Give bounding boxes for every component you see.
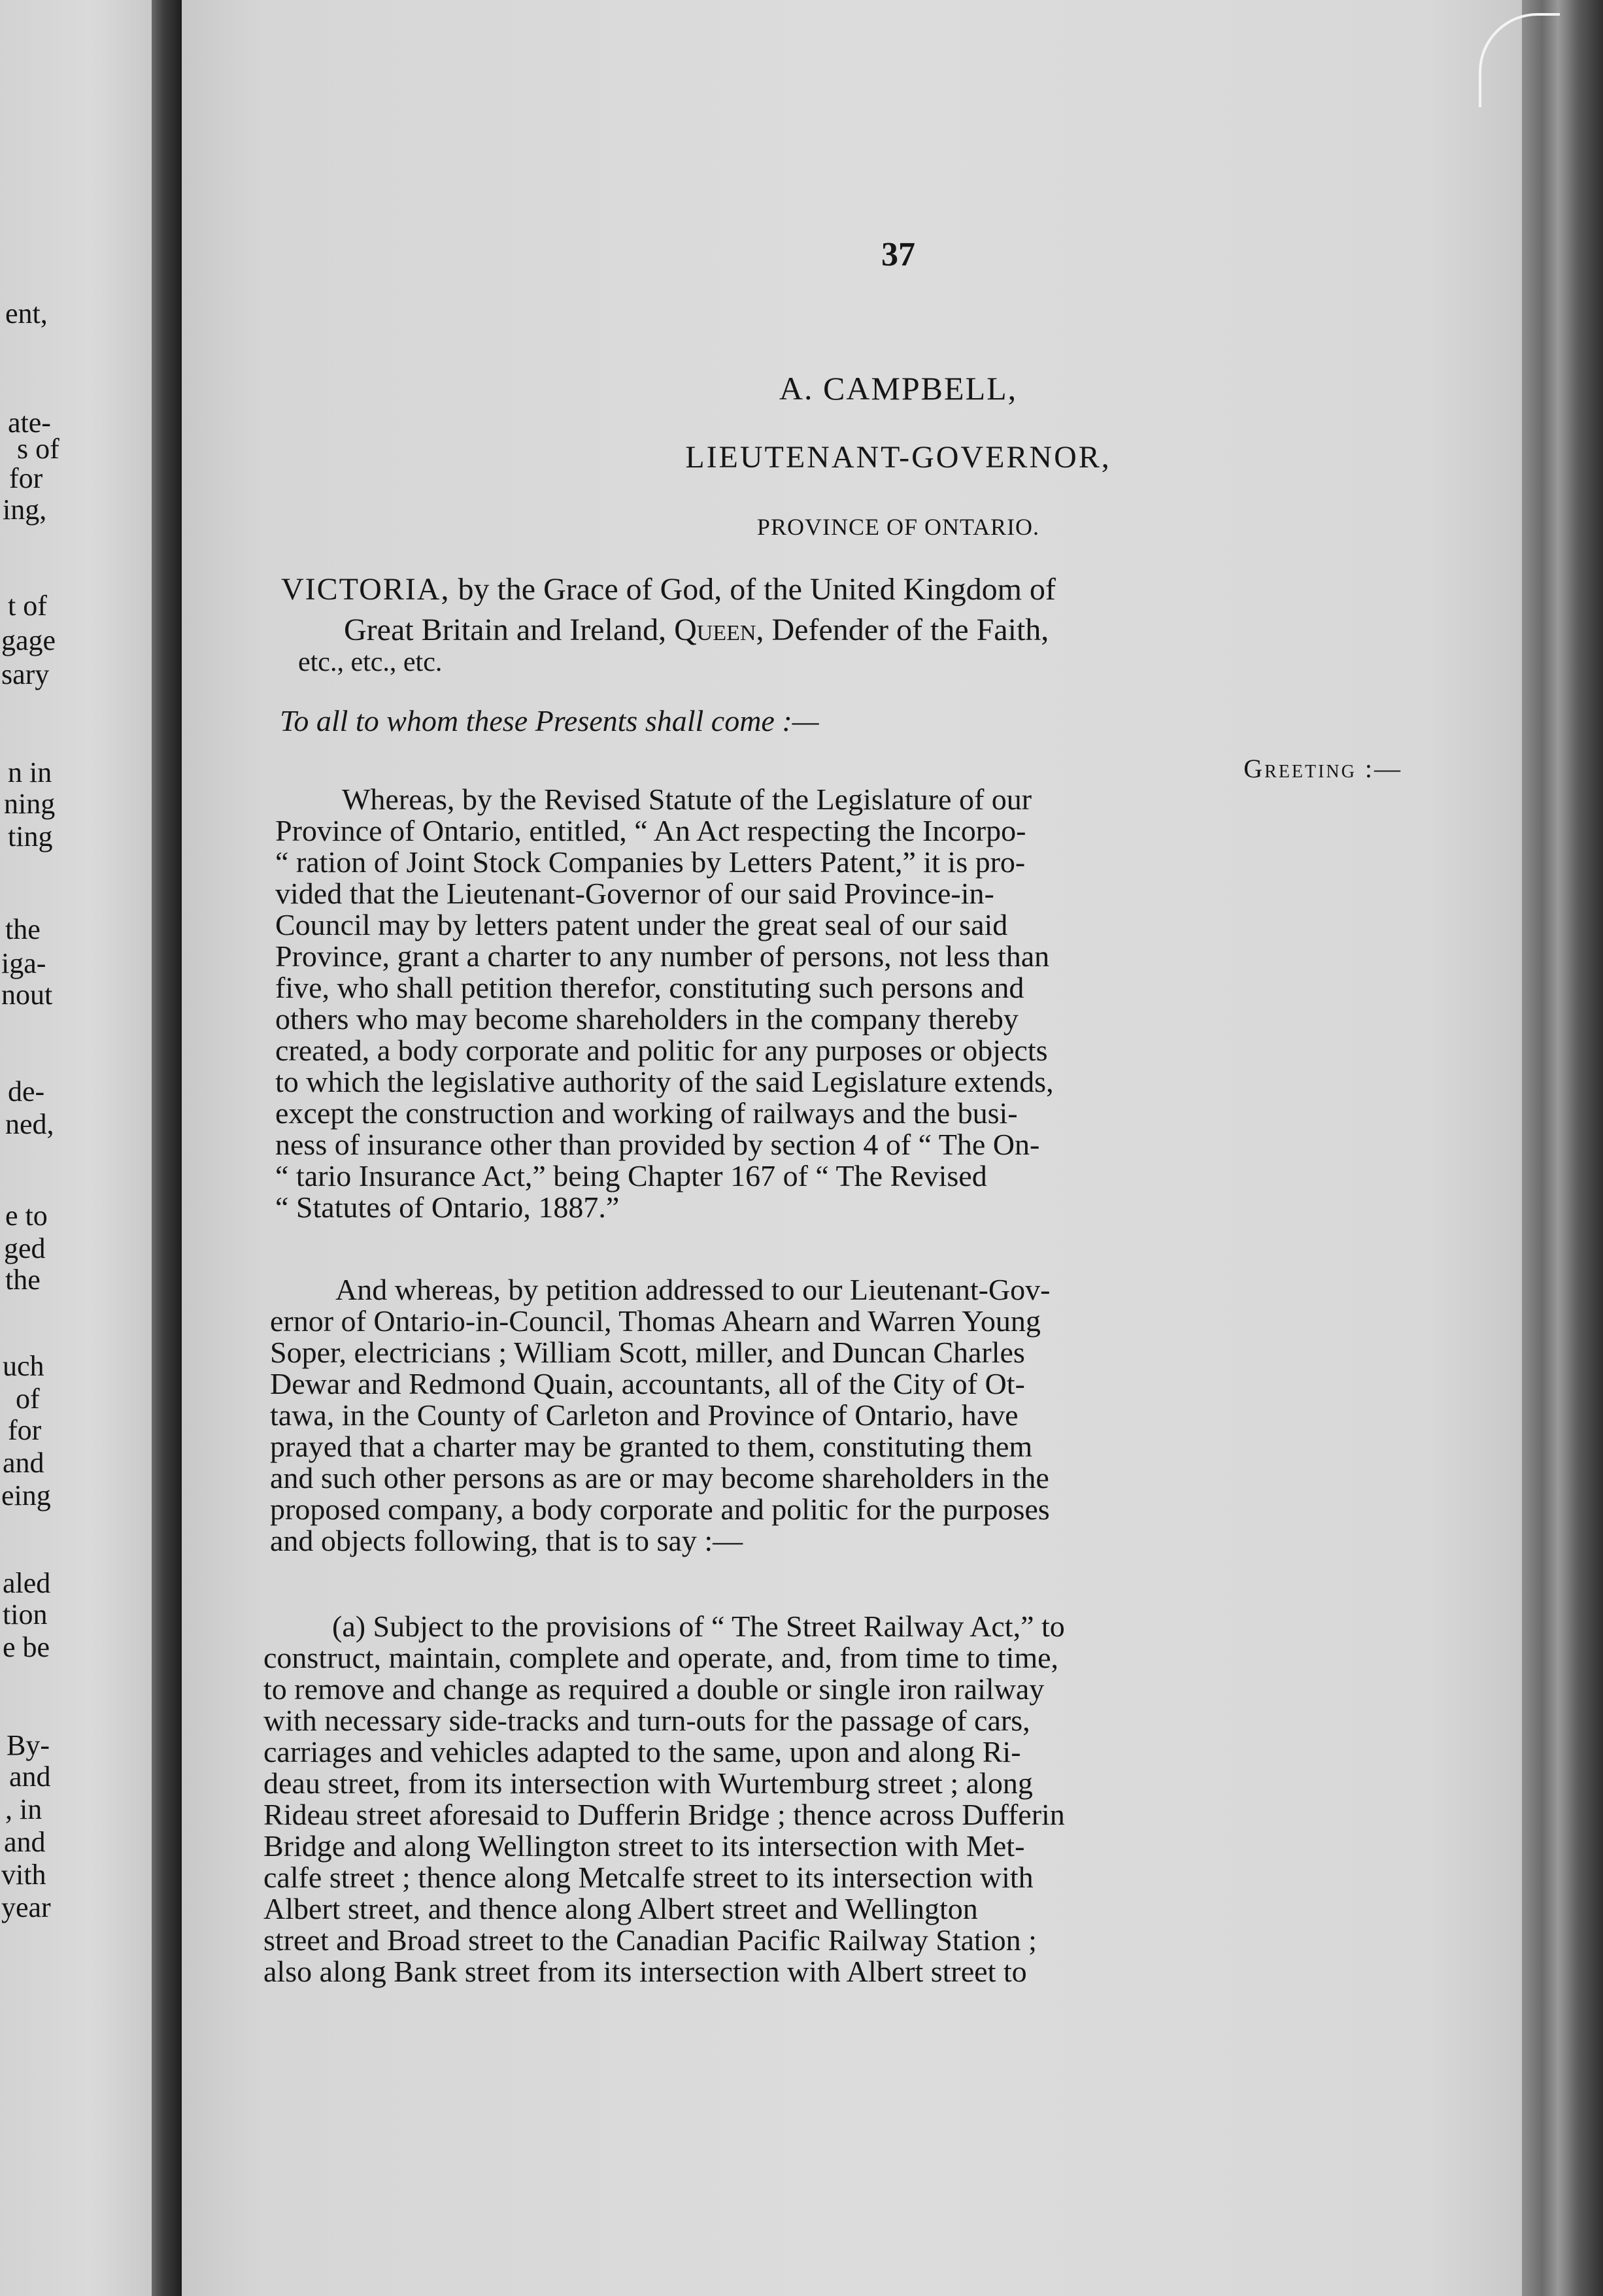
facing-page-line: aled	[3, 1567, 51, 1599]
paragraph-line: to remove and change as required a double or single iron railway	[263, 1672, 1045, 1706]
facing-page-line: and	[4, 1826, 46, 1858]
facing-page-line: n in	[8, 756, 52, 788]
paragraph-line: tawa, in the County of Carleton and Province of Ontario, have	[270, 1398, 1019, 1432]
paragraph-line: also along Bank street from its intersection with Albert street to	[263, 1955, 1027, 1988]
facing-page-line: e to	[5, 1200, 48, 1232]
facing-page-line: nout	[1, 979, 53, 1011]
paragraph-line: Whereas, by the Revised Statute of the Legislature of our	[342, 783, 1032, 816]
facing-page-line: and	[9, 1761, 51, 1793]
document-page	[182, 0, 1536, 2296]
paragraph-line: Rideau street aforesaid to Dufferin Bridge ; thence across Dufferin	[263, 1798, 1065, 1831]
paragraph-line: calfe street ; thence along Metcalfe street to its intersection with	[263, 1861, 1034, 1894]
victoria-word: VICTORIA,	[281, 572, 450, 607]
facing-page-line: By-	[7, 1729, 50, 1761]
facing-page-line: , in	[5, 1793, 42, 1825]
facing-page-line: ent,	[5, 297, 48, 329]
address-line: To all to whom these Presents shall come :—	[280, 704, 819, 737]
paragraph-line: with necessary side-tracks and turn-outs for the passage of cars,	[263, 1704, 1030, 1737]
preamble-text: , Defender of the Faith,	[756, 613, 1049, 647]
paragraph-line: Bridge and along Wellington street to its intersection with Met-	[263, 1829, 1025, 1863]
paragraph-line: Province, grant a charter to any number of persons, not less than	[275, 939, 1050, 973]
facing-page-line: s of	[17, 433, 59, 465]
facing-page-line: vith	[1, 1859, 46, 1891]
preamble-text: by the Grace of God, of the United Kingdom of	[450, 572, 1056, 607]
facing-page-line: de-	[8, 1075, 45, 1107]
paragraph-line: “ ration of Joint Stock Companies by Letters Patent,” it is pro-	[275, 845, 1026, 879]
facing-page-line: gage	[1, 624, 56, 656]
paragraph-line: others who may become shareholders in the company thereby	[275, 1002, 1019, 1036]
queen-word: Queen	[674, 613, 756, 647]
paragraph-line: street and Broad street to the Canadian Pacific Railway Station ;	[263, 1923, 1037, 1957]
facing-page-line: year	[1, 1891, 51, 1923]
paragraph-line: And whereas, by petition addressed to our Lieutenant-Gov-	[335, 1273, 1051, 1306]
province-heading: PROVINCE OF ONTARIO.	[756, 514, 1040, 540]
paragraph-line: prayed that a charter may be granted to them, constituting them	[270, 1430, 1033, 1463]
paragraph-line: five, who shall petition therefor, constituting such persons and	[275, 971, 1024, 1004]
paragraph-line: and such other persons as are or may become shareholders in the	[270, 1461, 1049, 1494]
paragraph-line: Soper, electricians ; William Scott, miller, and Duncan Charles	[270, 1336, 1025, 1369]
facing-page-line: for	[9, 462, 43, 494]
facing-page-line: e be	[3, 1631, 50, 1663]
paragraph-line: created, a body corporate and politic for any purposes or objects	[275, 1034, 1048, 1067]
facing-page-line: and	[3, 1447, 44, 1479]
paragraph-line: Albert street, and thence along Albert street and Wellington	[263, 1892, 978, 1925]
facing-page-line: of	[16, 1383, 40, 1415]
paragraph-line: “ tario Insurance Act,” being Chapter 167 of “ The Revised	[275, 1159, 987, 1192]
preamble-line	[344, 615, 1049, 646]
paragraph-line: (a) Subject to the provisions of “ The Street Railway Act,” to	[332, 1610, 1065, 1643]
facing-page-line: ting	[8, 820, 53, 853]
facing-page-line: the	[5, 1264, 41, 1296]
paragraph-line: except the construction and working of railways and the busi-	[275, 1096, 1018, 1130]
preamble-text: Great Britain and Ireland,	[344, 613, 675, 647]
paragraph-line: Province of Ontario, entitled, “ An Act respecting the Incorpo-	[275, 814, 1026, 847]
greeting: Greeting :—	[1243, 754, 1402, 783]
paragraph-line: carriages and vehicles adapted to the same, upon and along Ri-	[263, 1735, 1021, 1768]
paragraph-line: vided that the Lieutenant-Governor of our said Province-in-	[275, 877, 994, 910]
facing-page-line: sary	[1, 658, 50, 690]
page-edge	[1522, 0, 1603, 2296]
preamble-line: etc., etc., etc.	[298, 647, 443, 677]
paragraph-line: proposed company, a body corporate and politic for the purposes	[270, 1493, 1050, 1526]
paragraph-line: and objects following, that is to say :—	[270, 1524, 743, 1557]
facing-page-line: tion	[3, 1598, 48, 1630]
facing-page-line: ate-	[8, 407, 51, 439]
governor-title: LIEUTENANT-GOVERNOR,	[685, 440, 1111, 475]
facing-page-line: for	[8, 1414, 42, 1446]
facing-page-line: eing	[1, 1479, 51, 1511]
paragraph-line: Council may by letters patent under the great seal of our said	[275, 908, 1008, 941]
facing-page-line: ning	[4, 788, 56, 820]
facing-page-line: ned,	[5, 1108, 54, 1140]
facing-page-line: uch	[3, 1350, 44, 1382]
governor-name: A. CAMPBELL,	[779, 370, 1018, 407]
paragraph-line: construct, maintain, complete and operate, and, from time to time,	[263, 1641, 1059, 1674]
paragraph-line: deau street, from its intersection with Wurtemburg street ; along	[263, 1766, 1033, 1800]
page-number: 37	[881, 236, 915, 273]
facing-page-line: ing,	[3, 494, 47, 526]
paragraph-line: to which the legislative authority of the said Legislature extends,	[275, 1065, 1054, 1098]
paragraph-line: Dewar and Redmond Quain, accountants, all of the City of Ot-	[270, 1367, 1025, 1400]
facing-page-line: the	[5, 913, 41, 945]
paragraph-line: ness of insurance other than provided by section 4 of “ The On-	[275, 1128, 1040, 1161]
facing-page-fragment	[0, 0, 152, 2296]
preamble-line	[281, 574, 1056, 605]
facing-page-line: t of	[8, 590, 47, 622]
facing-page-line: ged	[4, 1232, 46, 1264]
book-gutter	[152, 0, 182, 2296]
paragraph-line: ernor of Ontario-in-Council, Thomas Ahearn and Warren Young	[270, 1304, 1041, 1338]
paragraph-line: “ Statutes of Ontario, 1887.”	[275, 1190, 620, 1224]
facing-page-line: iga-	[1, 947, 46, 979]
